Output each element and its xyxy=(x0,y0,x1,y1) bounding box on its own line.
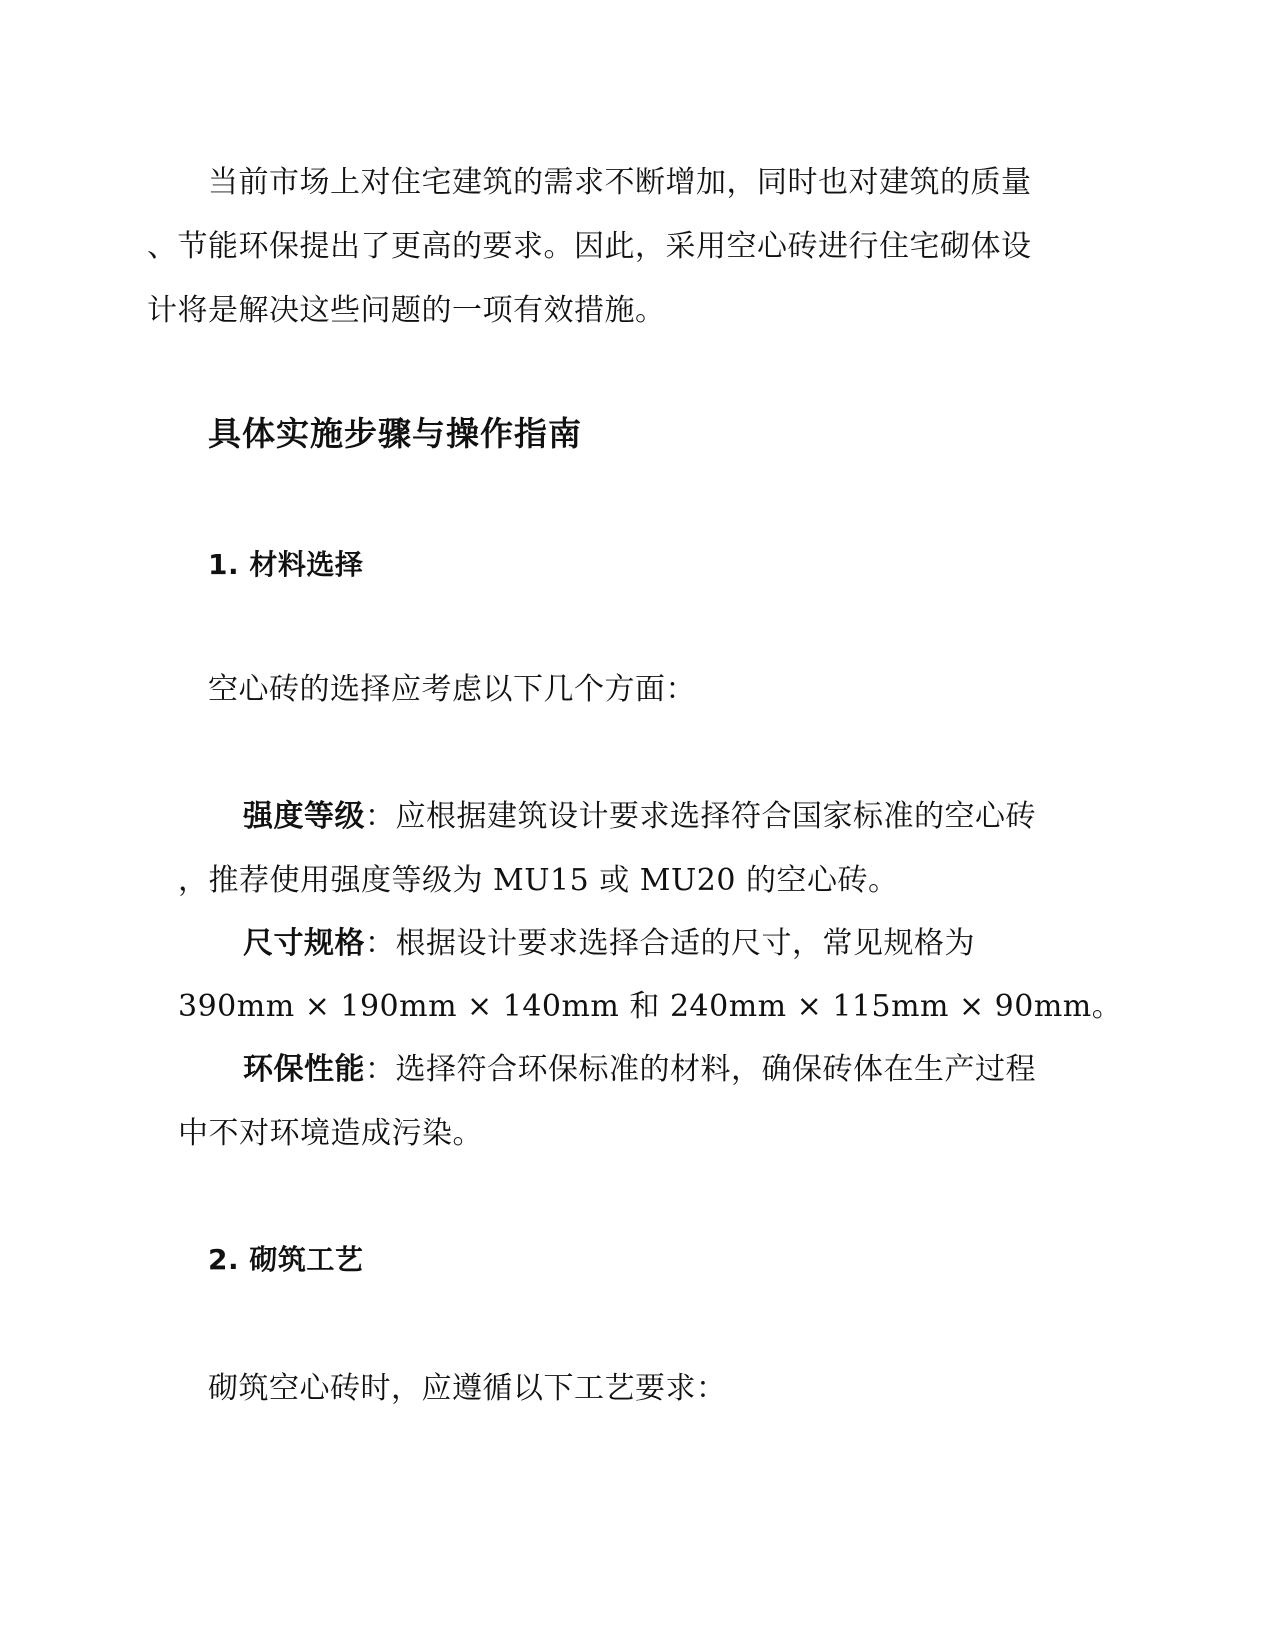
material-intro: 空心砖的选择应考虑以下几个方面： xyxy=(208,672,696,707)
eco-performance-line-2: 中不对环境造成污染。 xyxy=(178,1116,483,1151)
size-spec-line-1 xyxy=(243,924,975,964)
size-spec-text: ：根据设计要求选择合适的尺寸，常见规格为 xyxy=(365,926,975,961)
intro-paragraph-line-1: 当前市场上对住宅建筑的需求不断增加，同时也对建筑的质量 xyxy=(208,165,1032,200)
eco-performance-line-1 xyxy=(243,1050,1036,1090)
strength-grade-line-2: ，推荐使用强度等级为 MU15 或 MU20 的空心砖。 xyxy=(178,863,899,898)
strength-grade-line-1 xyxy=(243,797,1036,837)
intro-paragraph-line-2: 、节能环保提出了更高的要求。因此，采用空心砖进行住宅砌体设 xyxy=(147,229,1032,264)
eco-performance-term: 环保性能 xyxy=(243,1052,365,1087)
material-heading: 1. 材料选择 xyxy=(208,548,364,581)
section-heading: 具体实施步骤与操作指南 xyxy=(208,414,582,453)
eco-performance-text: ：选择符合环保标准的材料，确保砖体在生产过程 xyxy=(365,1052,1036,1087)
size-spec-line-2: 390mm × 190mm × 140mm 和 240mm × 115mm × 90mm。 xyxy=(178,989,1123,1024)
masonry-intro: 砌筑空心砖时，应遵循以下工艺要求： xyxy=(208,1371,727,1406)
strength-grade-text: ：应根据建筑设计要求选择符合国家标准的空心砖 xyxy=(365,799,1036,834)
size-spec-term: 尺寸规格 xyxy=(243,926,365,961)
masonry-heading: 2. 砌筑工艺 xyxy=(208,1243,364,1276)
strength-grade-term: 强度等级 xyxy=(243,799,365,834)
intro-paragraph-line-3: 计将是解决这些问题的一项有效措施。 xyxy=(147,293,666,328)
